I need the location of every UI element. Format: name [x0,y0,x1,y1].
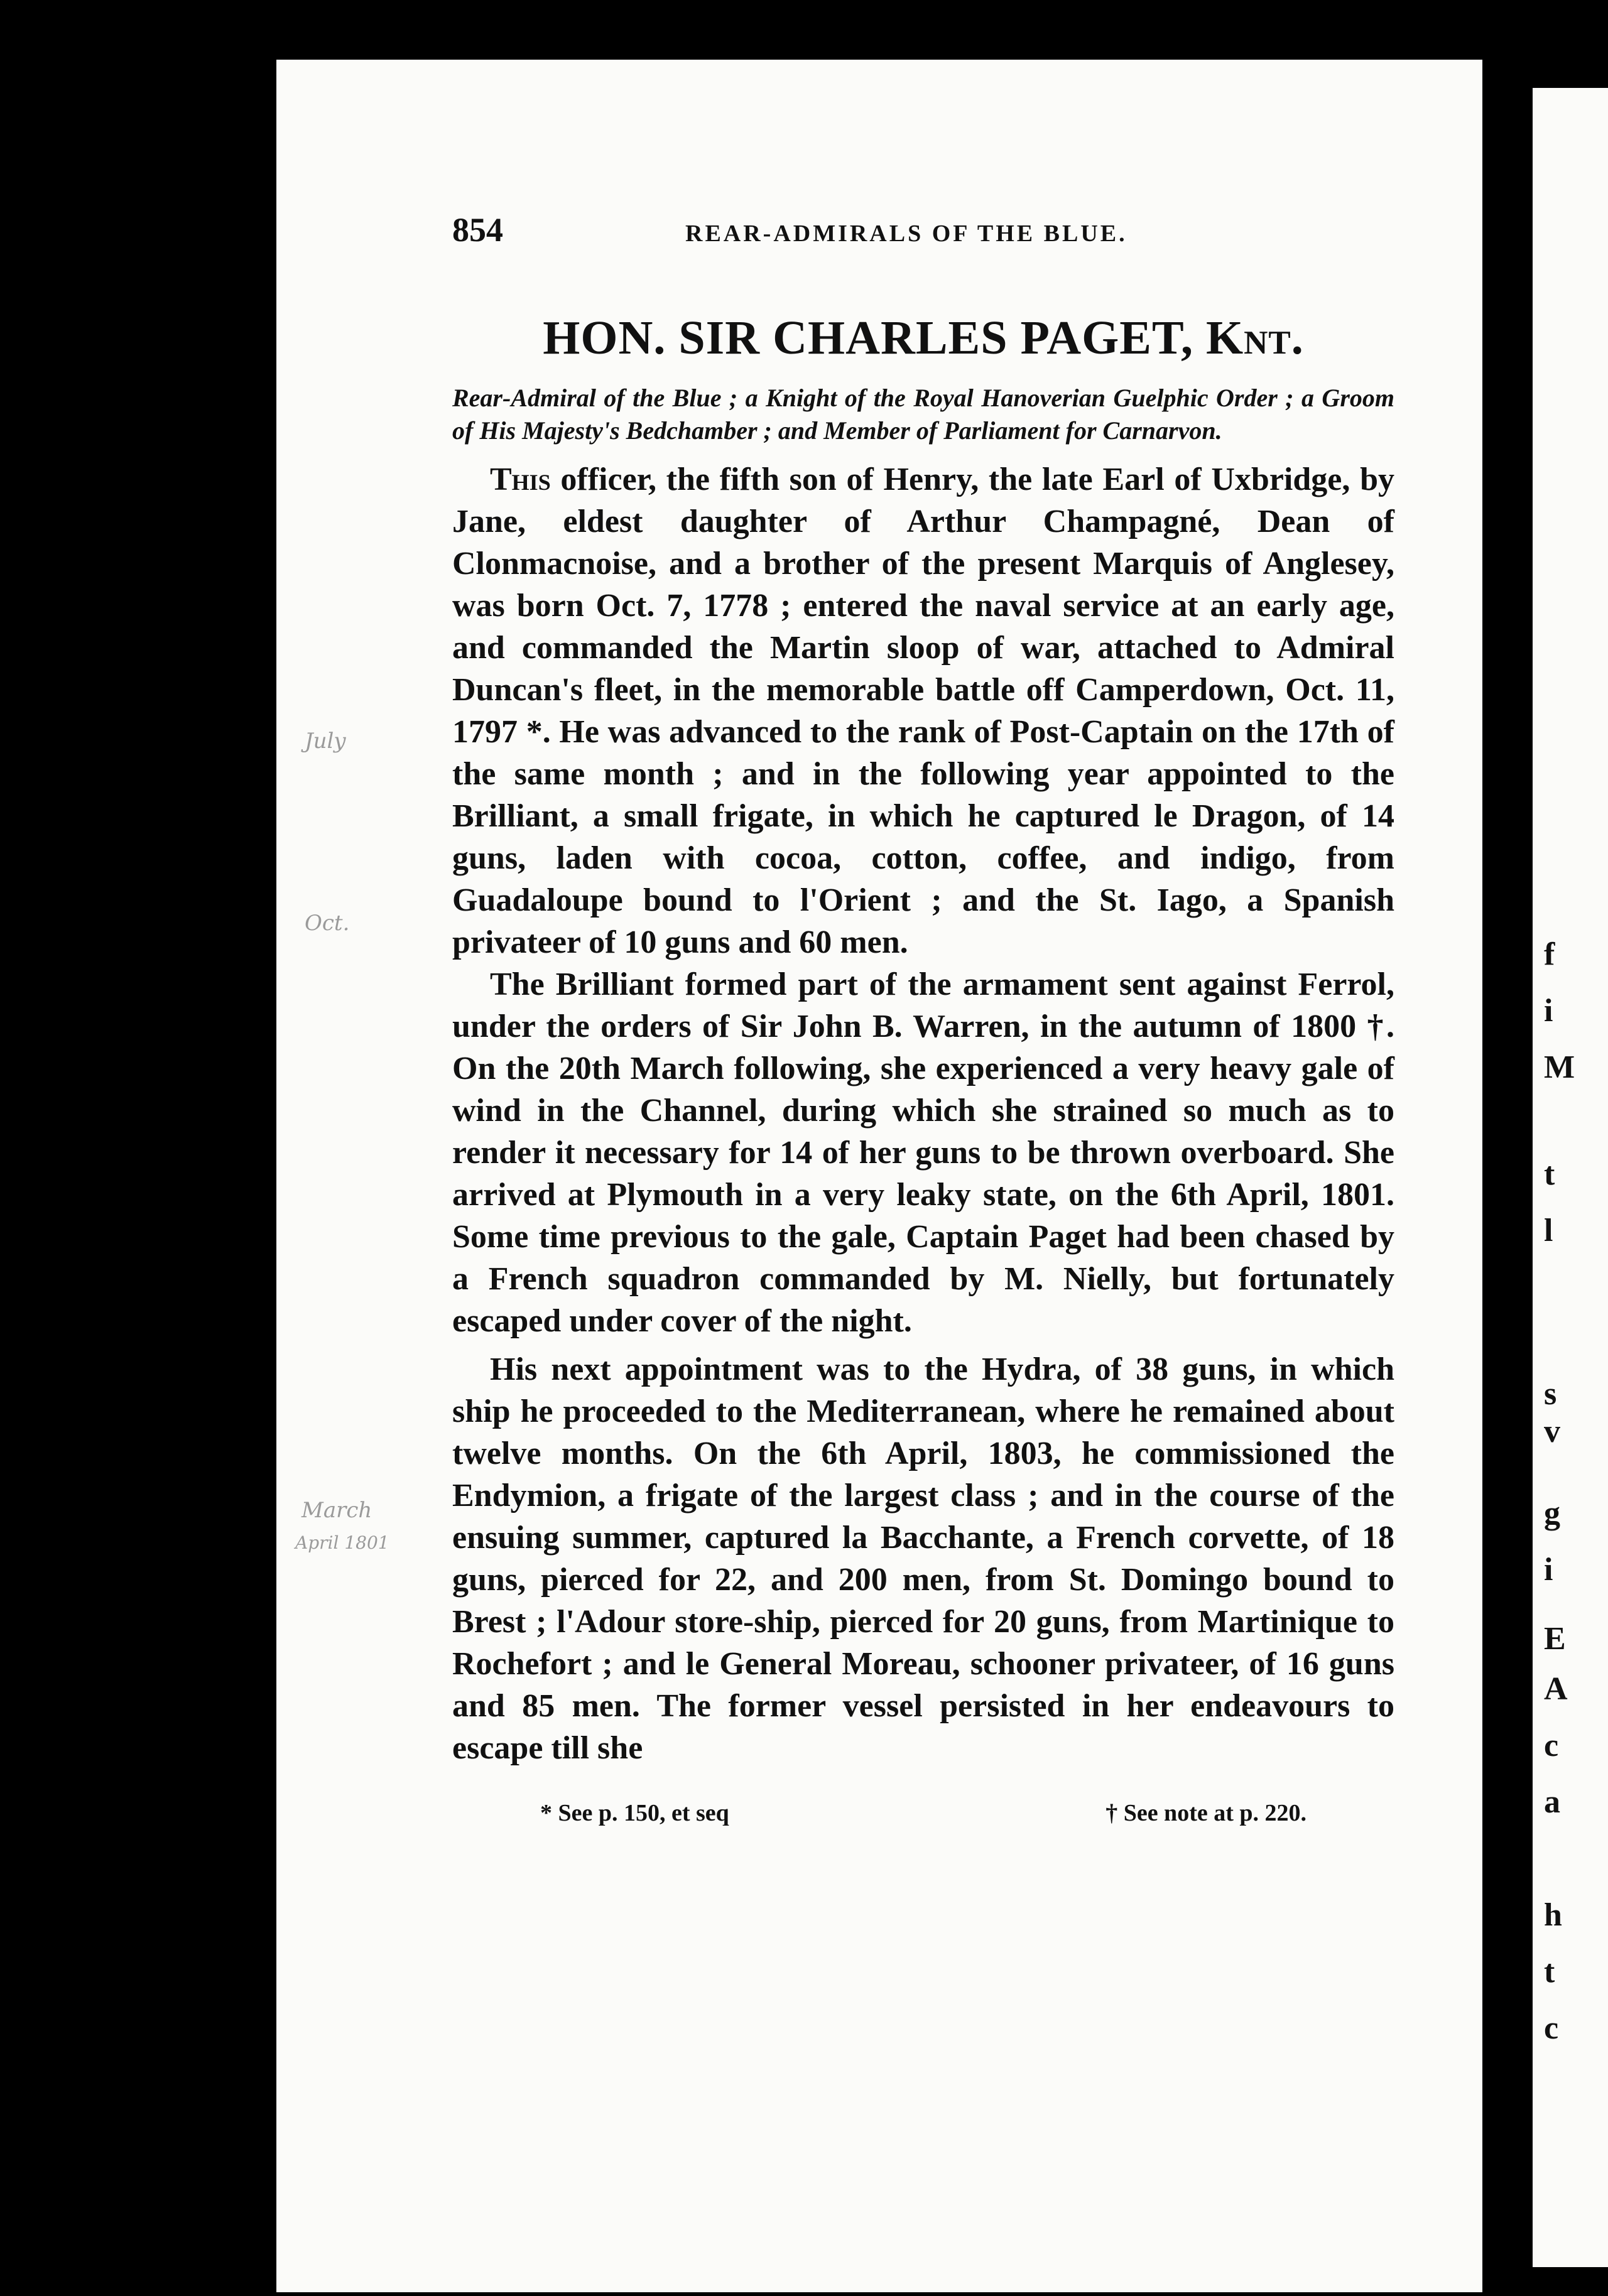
footnote-star: * See p. 150, et seq [540,1800,729,1826]
footnote-dagger: † See note at p. 220. [1106,1800,1306,1826]
margin-note: July [305,728,346,754]
running-title: REAR-ADMIRALS OF THE BLUE. [685,220,1127,247]
article-body [452,458,1394,1769]
margin-note: Oct. [305,911,350,936]
book-page [276,60,1482,2292]
margin-note: April 1801 [295,1532,389,1553]
article-subtitle: Rear-Admiral of the Blue ; a Knight of the Royal Hanoverian Guelphic Order ; a Groom of His Majesty's Bedchamber ; and Member of Parliament for Carnarvon. [452,384,1394,445]
adjacent-page-edge: f i M t l s v g i E A c a h t c [1533,88,1608,2267]
title-main: HON. SIR CHARLES PAGET, [543,311,1194,364]
footnotes [452,1799,1394,1827]
paragraph: This officer, the fifth son of Henry, the late Earl of Uxbridge, by Jane, eldest daughter of Arthur Champagné, Dean of Clonmacnoise, and a brother of the present Marquis of Anglesey, was born Oct. 7, 1778 ; entered the naval service at an early age, and commanded the Martin sloop of war, attached to Admiral Duncan's fleet, in the memorable battle off Camperdown, Oct. 11, 1797 *. He was advanced to the rank of Post-Captain on the 17th of the same month ; and in the following year appointed to the Brilliant, a small frigate, in which he captured le Dragon, of 14 guns, laden with cocoa, cotton, coffee, and indigo, from Guadaloupe bound to l'Orient ; and the St. Iago, a Spanish privateer of 10 guns and 60 men. [452,462,1394,960]
title-suffix: Knt. [1206,311,1304,364]
page-number: 854 [452,211,503,249]
paragraph: His next appointment was to the Hydra, of 38 guns, in which ship he proceeded to the Mediterranean, where he remained about twelve months. On the 6th April, 1803, he commissioned the Endymion, a frigate of the largest class ; and in the course of the ensuing summer, captured la Bacchante, a French corvette, of 18 guns, pierced for 22, and 200 men, from St. Domingo bound to Brest ; l'Adour store-ship, pierced for 20 guns, from Martinique to Rochefort ; and le General Moreau, schooner privateer, of 16 guns and 85 men. The former vessel persisted in her endeavours to escape till she [452,1351,1394,1766]
paragraph: The Brilliant formed part of the armament sent against Ferrol, under the orders of Sir John B. Warren, in the autumn of 1800 †. On the 20th March following, she experienced a very heavy gale of wind in the Channel, during which she strained so much as to render it necessary for 14 of her guns to be thrown overboard. She arrived at Plymouth in a very leaky state, on the 6th April, 1801. Some time previous to the gale, Captain Paget had been chased by a French squadron commanded by M. Nielly, but fortunately escaped under cover of the night. [452,967,1394,1339]
page-content [452,210,1394,1827]
running-head [452,210,1394,267]
margin-note: March [302,1498,372,1523]
article-title [452,311,1394,366]
drop-word: This [490,462,551,497]
